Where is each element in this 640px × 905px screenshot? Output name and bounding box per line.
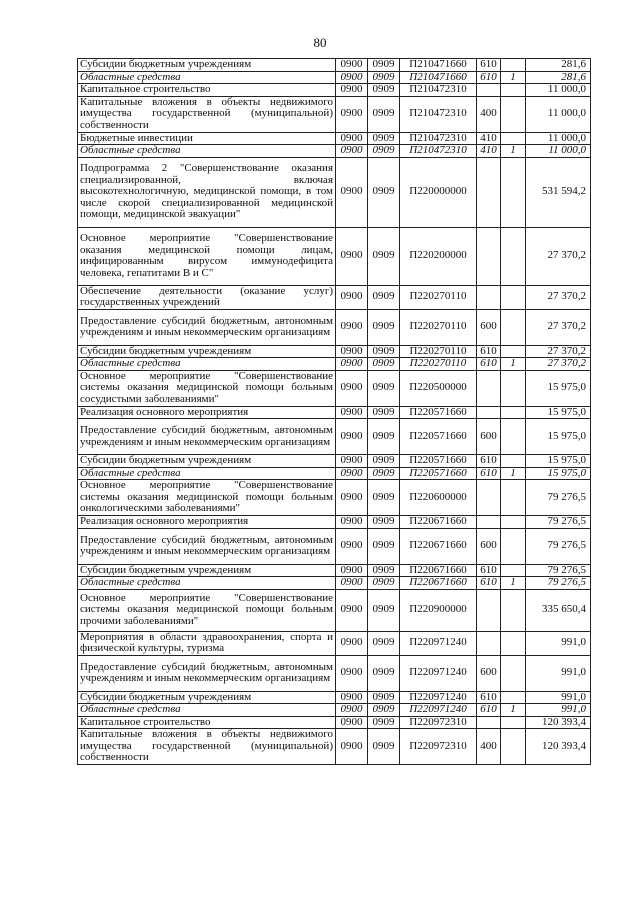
row-amount: 120 393,4 (526, 729, 591, 765)
row-amount: 15 975,0 (526, 406, 591, 419)
row-expense-type (477, 157, 501, 227)
row-section-code: 0909 (368, 370, 400, 406)
row-target-article: П220671660 (400, 564, 477, 577)
row-name: Областные средства (78, 145, 336, 158)
row-section-code: 0909 (368, 84, 400, 97)
row-section-code: 0909 (368, 227, 400, 285)
row-section-code: 0909 (368, 157, 400, 227)
row-name: Бюджетные инвестиции (78, 132, 336, 145)
row-expense-type: 600 (477, 655, 501, 691)
row-glav-code: 0900 (336, 145, 368, 158)
row-section-code: 0909 (368, 729, 400, 765)
row-target-article: П210472310 (400, 145, 477, 158)
table-row (78, 157, 591, 227)
row-source-code (501, 419, 526, 455)
row-glav-code: 0900 (336, 516, 368, 529)
row-expense-type: 610 (477, 59, 501, 72)
row-target-article: П220571660 (400, 455, 477, 468)
row-section-code: 0909 (368, 655, 400, 691)
row-target-article: П220500000 (400, 370, 477, 406)
row-target-article: П220571660 (400, 419, 477, 455)
row-source-code (501, 84, 526, 97)
table-row (78, 577, 591, 590)
row-source-code (501, 132, 526, 145)
row-section-code: 0909 (368, 467, 400, 480)
row-name: Предоставление субсидий бюджетным, автономным учреждениям и иным некоммерческим организациям (78, 309, 336, 345)
row-glav-code: 0900 (336, 71, 368, 84)
row-amount: 79 276,5 (526, 528, 591, 564)
row-glav-code: 0900 (336, 345, 368, 358)
row-name: Предоставление субсидий бюджетным, автономным учреждениям и иным некоммерческим организациям (78, 419, 336, 455)
row-target-article: П220200000 (400, 227, 477, 285)
row-source-code (501, 285, 526, 309)
row-section-code: 0909 (368, 145, 400, 158)
row-section-code: 0909 (368, 59, 400, 72)
table-row (78, 145, 591, 158)
row-name: Капитальные вложения в объекты недвижимого имущества государственной (муниципальной) собственности (78, 729, 336, 765)
row-glav-code: 0900 (336, 370, 368, 406)
row-amount: 79 276,5 (526, 516, 591, 529)
row-amount: 120 393,4 (526, 716, 591, 729)
row-target-article: П220270110 (400, 345, 477, 358)
table-row (78, 716, 591, 729)
row-amount: 11 000,0 (526, 132, 591, 145)
row-section-code: 0909 (368, 406, 400, 419)
row-amount: 15 975,0 (526, 370, 591, 406)
table-row (78, 516, 591, 529)
table-row (78, 370, 591, 406)
row-section-code: 0909 (368, 589, 400, 631)
row-section-code: 0909 (368, 419, 400, 455)
row-section-code: 0909 (368, 71, 400, 84)
row-expense-type: 600 (477, 309, 501, 345)
row-target-article: П210471660 (400, 71, 477, 84)
table-row (78, 345, 591, 358)
row-target-article: П210471660 (400, 59, 477, 72)
row-amount: 27 370,2 (526, 309, 591, 345)
row-source-code (501, 528, 526, 564)
row-glav-code: 0900 (336, 227, 368, 285)
row-source-code (501, 157, 526, 227)
table-row (78, 71, 591, 84)
row-expense-type: 410 (477, 145, 501, 158)
row-target-article: П210472310 (400, 84, 477, 97)
row-name: Субсидии бюджетным учреждениям (78, 59, 336, 72)
row-source-code (501, 345, 526, 358)
row-name: Капитальные вложения в объекты недвижимого имущества государственной (муниципальной) собственности (78, 96, 336, 132)
row-glav-code: 0900 (336, 358, 368, 371)
row-source-code (501, 589, 526, 631)
row-amount: 11 000,0 (526, 84, 591, 97)
row-source-code: 1 (501, 577, 526, 590)
table-row (78, 467, 591, 480)
row-expense-type (477, 285, 501, 309)
row-section-code: 0909 (368, 704, 400, 717)
table-row (78, 480, 591, 516)
row-section-code: 0909 (368, 516, 400, 529)
row-source-code (501, 406, 526, 419)
row-target-article: П220971240 (400, 691, 477, 704)
table-row (78, 59, 591, 72)
table-row (78, 528, 591, 564)
row-expense-type: 610 (477, 358, 501, 371)
row-expense-type: 400 (477, 96, 501, 132)
row-target-article: П220671660 (400, 516, 477, 529)
row-section-code: 0909 (368, 309, 400, 345)
table-row (78, 655, 591, 691)
table-row (78, 455, 591, 468)
row-glav-code: 0900 (336, 419, 368, 455)
row-expense-type (477, 589, 501, 631)
row-target-article: П220900000 (400, 589, 477, 631)
row-source-code (501, 227, 526, 285)
row-source-code (501, 480, 526, 516)
row-glav-code: 0900 (336, 467, 368, 480)
row-source-code (501, 516, 526, 529)
row-name: Областные средства (78, 704, 336, 717)
budget-table (77, 58, 591, 765)
row-amount: 991,0 (526, 691, 591, 704)
table-row (78, 691, 591, 704)
row-source-code (501, 691, 526, 704)
row-amount: 281,6 (526, 71, 591, 84)
row-section-code: 0909 (368, 480, 400, 516)
row-glav-code: 0900 (336, 309, 368, 345)
row-expense-type: 610 (477, 455, 501, 468)
row-amount: 991,0 (526, 631, 591, 655)
row-section-code: 0909 (368, 358, 400, 371)
row-source-code (501, 455, 526, 468)
row-name: Основное мероприятие "Совершенствование системы оказания медицинской помощи больным сосудистыми заболеваниями" (78, 370, 336, 406)
row-target-article: П220671660 (400, 577, 477, 590)
row-glav-code: 0900 (336, 59, 368, 72)
row-amount: 27 370,2 (526, 345, 591, 358)
row-name: Предоставление субсидий бюджетным, автономным учреждениям и иным некоммерческим организациям (78, 528, 336, 564)
row-expense-type (477, 716, 501, 729)
row-expense-type: 610 (477, 691, 501, 704)
row-target-article: П220971240 (400, 704, 477, 717)
table-row (78, 704, 591, 717)
row-expense-type (477, 406, 501, 419)
row-name: Капитальное строительство (78, 84, 336, 97)
row-source-code: 1 (501, 145, 526, 158)
row-name: Обеспечение деятельности (оказание услуг) государственных учреждений (78, 285, 336, 309)
row-amount: 11 000,0 (526, 96, 591, 132)
page-number: 80 (313, 35, 327, 50)
table-row (78, 631, 591, 655)
row-name: Субсидии бюджетным учреждениям (78, 691, 336, 704)
row-source-code (501, 564, 526, 577)
row-glav-code: 0900 (336, 285, 368, 309)
row-expense-type (477, 516, 501, 529)
row-amount: 27 370,2 (526, 358, 591, 371)
row-glav-code: 0900 (336, 589, 368, 631)
row-expense-type (477, 631, 501, 655)
row-amount: 531 594,2 (526, 157, 591, 227)
table-row (78, 96, 591, 132)
row-expense-type: 410 (477, 132, 501, 145)
row-name: Подпрограмма 2 "Совершенствование оказания специализированной, включая высокотехнологичную, медицинской помощи, в том числе скорой специализированной медицинской помощи, медицинской эвакуации" (78, 157, 336, 227)
table-row (78, 419, 591, 455)
row-expense-type: 600 (477, 528, 501, 564)
row-target-article: П210472310 (400, 96, 477, 132)
row-name: Предоставление субсидий бюджетным, автономным учреждениям и иным некоммерческим организациям (78, 655, 336, 691)
row-glav-code: 0900 (336, 691, 368, 704)
row-glav-code: 0900 (336, 480, 368, 516)
row-target-article: П220270110 (400, 309, 477, 345)
row-glav-code: 0900 (336, 132, 368, 145)
row-target-article: П220270110 (400, 285, 477, 309)
row-target-article: П220972310 (400, 729, 477, 765)
table-row (78, 309, 591, 345)
row-glav-code: 0900 (336, 704, 368, 717)
table-row (78, 227, 591, 285)
row-section-code: 0909 (368, 691, 400, 704)
row-source-code (501, 96, 526, 132)
budget-table-body (78, 59, 591, 765)
row-glav-code: 0900 (336, 406, 368, 419)
row-amount: 27 370,2 (526, 285, 591, 309)
row-amount: 27 370,2 (526, 227, 591, 285)
row-name: Основное мероприятие "Совершенствование оказания медицинской помощи лицам, инфицированным вирусом иммунодефицита человека, гепатитами В и С" (78, 227, 336, 285)
row-name: Реализация основного мероприятия (78, 516, 336, 529)
row-target-article: П220971240 (400, 631, 477, 655)
row-glav-code: 0900 (336, 528, 368, 564)
row-target-article: П220571660 (400, 406, 477, 419)
row-name: Основное мероприятие "Совершенствование системы оказания медицинской помощи больным онкологическими заболеваниями" (78, 480, 336, 516)
row-expense-type (477, 370, 501, 406)
row-name: Мероприятия в области здравоохранения, спорта и физической культуры, туризма (78, 631, 336, 655)
row-expense-type (477, 480, 501, 516)
row-glav-code: 0900 (336, 577, 368, 590)
row-amount: 15 975,0 (526, 467, 591, 480)
row-name: Субсидии бюджетным учреждениям (78, 564, 336, 577)
row-section-code: 0909 (368, 564, 400, 577)
row-name: Областные средства (78, 71, 336, 84)
row-name: Субсидии бюджетным учреждениям (78, 455, 336, 468)
table-row (78, 132, 591, 145)
row-glav-code: 0900 (336, 655, 368, 691)
row-source-code (501, 716, 526, 729)
row-amount: 15 975,0 (526, 455, 591, 468)
row-amount: 79 276,5 (526, 564, 591, 577)
table-row (78, 589, 591, 631)
row-section-code: 0909 (368, 96, 400, 132)
row-expense-type: 610 (477, 564, 501, 577)
table-row (78, 84, 591, 97)
row-name: Областные средства (78, 358, 336, 371)
row-section-code: 0909 (368, 528, 400, 564)
row-name: Субсидии бюджетным учреждениям (78, 345, 336, 358)
row-name: Областные средства (78, 577, 336, 590)
row-expense-type: 610 (477, 345, 501, 358)
row-target-article: П220971240 (400, 655, 477, 691)
row-target-article: П210472310 (400, 132, 477, 145)
row-amount: 281,6 (526, 59, 591, 72)
row-expense-type: 610 (477, 577, 501, 590)
row-expense-type (477, 227, 501, 285)
table-row (78, 406, 591, 419)
row-source-code: 1 (501, 71, 526, 84)
row-target-article: П220571660 (400, 467, 477, 480)
row-target-article: П220000000 (400, 157, 477, 227)
row-amount: 11 000,0 (526, 145, 591, 158)
row-source-code: 1 (501, 704, 526, 717)
row-glav-code: 0900 (336, 157, 368, 227)
row-amount: 79 276,5 (526, 480, 591, 516)
row-source-code (501, 370, 526, 406)
row-name: Областные средства (78, 467, 336, 480)
row-amount: 991,0 (526, 704, 591, 717)
row-source-code (501, 631, 526, 655)
row-target-article: П220972310 (400, 716, 477, 729)
row-glav-code: 0900 (336, 716, 368, 729)
row-name: Основное мероприятие "Совершенствование системы оказания медицинской помощи больным прочими заболеваниями" (78, 589, 336, 631)
row-section-code: 0909 (368, 577, 400, 590)
row-expense-type: 610 (477, 71, 501, 84)
row-glav-code: 0900 (336, 96, 368, 132)
row-section-code: 0909 (368, 631, 400, 655)
row-expense-type: 610 (477, 467, 501, 480)
row-glav-code: 0900 (336, 564, 368, 577)
row-source-code (501, 655, 526, 691)
row-glav-code: 0900 (336, 729, 368, 765)
table-row (78, 729, 591, 765)
row-section-code: 0909 (368, 285, 400, 309)
row-expense-type: 600 (477, 419, 501, 455)
row-amount: 335 650,4 (526, 589, 591, 631)
row-target-article: П220600000 (400, 480, 477, 516)
row-source-code (501, 59, 526, 72)
row-glav-code: 0900 (336, 631, 368, 655)
row-source-code: 1 (501, 358, 526, 371)
row-expense-type: 610 (477, 704, 501, 717)
row-glav-code: 0900 (336, 84, 368, 97)
row-amount: 15 975,0 (526, 419, 591, 455)
row-target-article: П220671660 (400, 528, 477, 564)
row-section-code: 0909 (368, 455, 400, 468)
table-row (78, 564, 591, 577)
row-amount: 79 276,5 (526, 577, 591, 590)
row-expense-type (477, 84, 501, 97)
row-source-code: 1 (501, 467, 526, 480)
row-source-code (501, 309, 526, 345)
row-expense-type: 400 (477, 729, 501, 765)
row-target-article: П220270110 (400, 358, 477, 371)
row-amount: 991,0 (526, 655, 591, 691)
row-glav-code: 0900 (336, 455, 368, 468)
table-row (78, 285, 591, 309)
row-name: Реализация основного мероприятия (78, 406, 336, 419)
row-section-code: 0909 (368, 132, 400, 145)
row-source-code (501, 729, 526, 765)
table-row (78, 358, 591, 371)
row-section-code: 0909 (368, 345, 400, 358)
row-section-code: 0909 (368, 716, 400, 729)
row-name: Капитальное строительство (78, 716, 336, 729)
